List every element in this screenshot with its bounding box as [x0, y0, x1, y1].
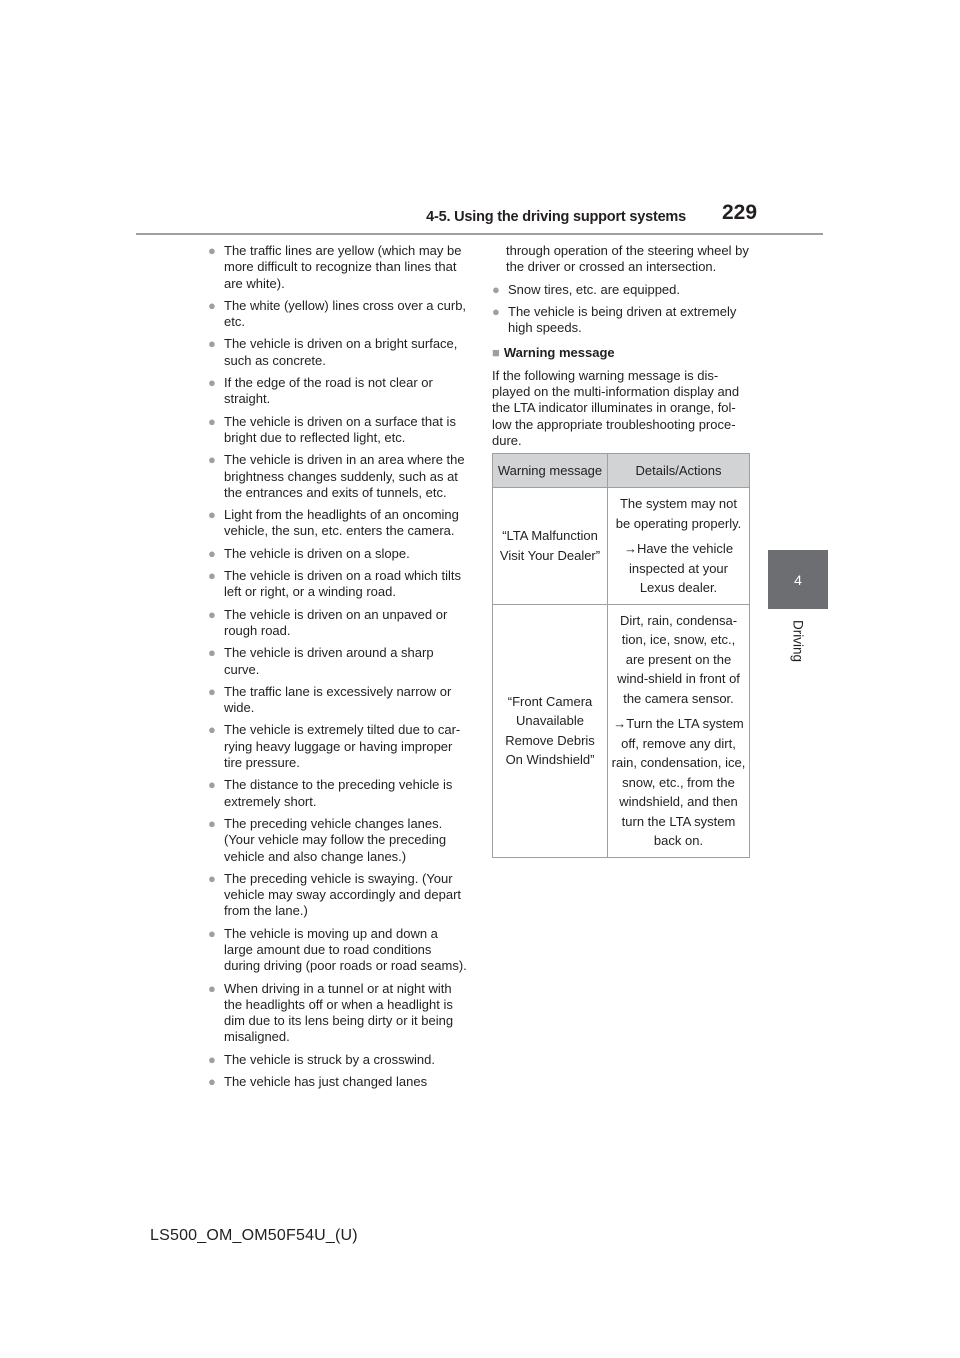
- right-column: [492, 243, 750, 459]
- bullet-icon: ●: [208, 606, 216, 622]
- list-item: ● The traffic lines are yellow (which may be more difficult to recognize than lines that are white).: [208, 243, 462, 291]
- bullet-icon: ●: [208, 870, 216, 886]
- list-item: ● The vehicle is driven on a surface that is bright due to reflected light, etc.: [208, 413, 456, 445]
- list-item: ● The vehicle is driven on an unpaved or rough road.: [208, 606, 448, 638]
- bullet-icon: ●: [208, 1074, 216, 1090]
- bullet-icon: ●: [208, 645, 216, 661]
- page-number: 229: [722, 201, 758, 224]
- bullet-icon: ●: [492, 303, 500, 319]
- list-item: ● The vehicle is driven on a road which tilts left or right, or a winding road.: [208, 568, 462, 600]
- header-divider: [136, 233, 823, 235]
- arrow-icon: →: [623, 541, 637, 556]
- details-cell: [608, 488, 750, 605]
- bullet-icon: ●: [208, 336, 216, 352]
- bullet-icon: ●: [208, 568, 216, 584]
- left-column: [208, 243, 470, 1096]
- bullet-icon: ●: [208, 1051, 216, 1067]
- warning-message-cell: “Front Camera Unavailable Remove Debris On Windshield”: [493, 604, 608, 857]
- list-item: ● The distance to the preceding vehicle is extremely short.: [208, 777, 453, 809]
- details-cell: [608, 604, 750, 857]
- document-code: LS500_OM_OM50F54U_(U): [150, 1227, 358, 1244]
- bullet-icon: ●: [208, 297, 216, 313]
- list-item: ● The preceding vehicle changes lanes. (Your vehicle may follow the preceding vehicle and also change lanes.): [208, 815, 447, 864]
- list-item: ● The white (yellow) lines cross over a curb, etc.: [208, 297, 467, 330]
- list-item: ● The vehicle is driven around a sharp curve.: [208, 645, 434, 677]
- table-row: [493, 488, 750, 605]
- column-header: Warning message: [493, 454, 608, 488]
- intro-paragraph: If the following warning message is dis-played on the multi-information display and the LTA indicator illuminates in orange, fol-low the appropriate troubleshooting proce-dure.: [492, 367, 740, 448]
- section-heading: ■ Warning message: [492, 345, 615, 361]
- bullet-icon: ●: [208, 722, 216, 738]
- chapter-label-text: Driving: [790, 620, 806, 663]
- arrow-icon: →: [613, 716, 627, 731]
- list-item-continuation: through operation of the steering wheel by the driver or crossed an intersection.: [506, 243, 749, 275]
- column-header: Details/Actions: [608, 454, 750, 488]
- bullet-icon: ●: [208, 815, 216, 831]
- list-item: ● When driving in a tunnel or at night with the headlights off or when a headlight is dim due to its lens being dirty or it being misaligned.: [208, 980, 454, 1045]
- chapter-tab: [768, 550, 828, 609]
- detail-text: The system may not be operating properly.: [615, 496, 742, 531]
- bullet-icon: ●: [208, 413, 216, 429]
- list-item: ● The preceding vehicle is swaying. (Your vehicle may sway accordingly and depart from the lane.): [208, 870, 462, 919]
- detail-text: Dirt, rain, condensa-tion, ice, snow, etc., are present on the wind-shield in front of the camera sensor.: [617, 612, 740, 706]
- list-item: ● The vehicle is being driven at extremely high speeds.: [492, 303, 737, 336]
- bullet-icon: ●: [492, 281, 500, 297]
- list-item: ● The traffic lane is excessively narrow or wide.: [208, 683, 452, 716]
- warning-message-cell: “LTA Malfunction Visit Your Dealer”: [493, 488, 608, 605]
- list-item: ● The vehicle is moving up and down a large amount due to road conditions during driving (poor roads or road seams).: [208, 925, 467, 974]
- list-item: ● If the edge of the road is not clear or straight.: [208, 375, 433, 407]
- action-text: →Have the vehicle inspected at your Lexus dealer.: [623, 541, 734, 595]
- bullet-icon: ●: [208, 545, 216, 561]
- list-item: ● The vehicle is driven on a bright surface, such as concrete.: [208, 336, 458, 368]
- warning-message-table: [492, 453, 750, 858]
- bullet-icon: ●: [208, 980, 216, 996]
- bullet-icon: ●: [208, 243, 216, 258]
- chapter-number: 4: [794, 571, 802, 588]
- table-row: [493, 604, 750, 857]
- bullet-icon: ●: [208, 683, 216, 699]
- list-item: ● The vehicle has just changed lanes: [208, 1074, 428, 1090]
- action-text: →Turn the LTA system off, remove any dirt, rain, condensation, ice, snow, etc., from the windshield, and then turn the LTA system back on.: [611, 716, 746, 848]
- list-item: ● The vehicle is struck by a crosswind.: [208, 1051, 435, 1067]
- list-item: ● The vehicle is driven on a slope.: [208, 545, 410, 561]
- square-bullet-icon: ■: [492, 345, 500, 361]
- list-item: ● Snow tires, etc. are equipped.: [492, 281, 680, 297]
- list-item: ● Light from the headlights of an oncoming vehicle, the sun, etc. enters the camera.: [208, 507, 459, 539]
- chapter-label: [766, 620, 830, 680]
- bullet-icon: ●: [208, 925, 216, 941]
- bullet-icon: ●: [208, 507, 216, 523]
- list-item: ● The vehicle is driven in an area where the brightness changes suddenly, such as at the entrances and exits of tunnels, etc.: [208, 452, 465, 500]
- table-header-row: [493, 454, 750, 488]
- section-title: 4-5. Using the driving support systems: [426, 209, 686, 225]
- bullet-icon: ●: [208, 452, 216, 468]
- bullet-icon: ●: [208, 375, 216, 391]
- list-item: ● The vehicle is extremely tilted due to car-rying heavy luggage or having improper tire pressure.: [208, 722, 461, 771]
- bullet-icon: ●: [208, 777, 216, 793]
